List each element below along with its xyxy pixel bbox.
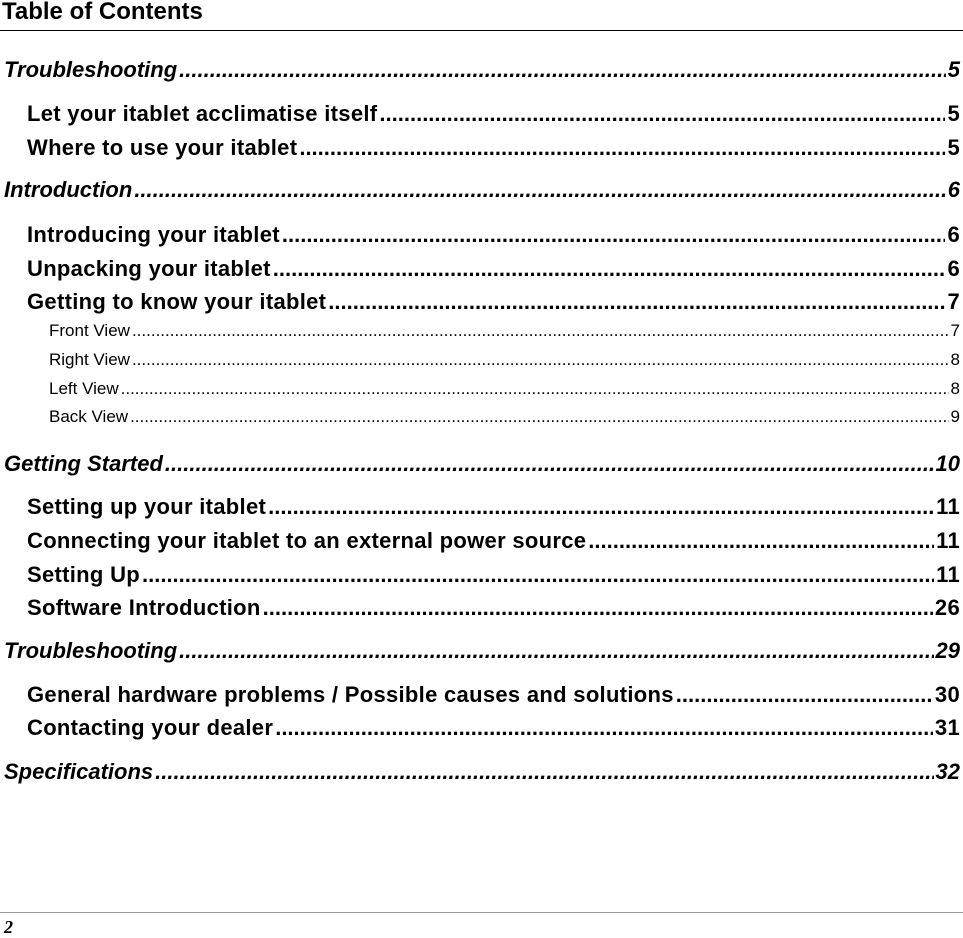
dot-leader bbox=[165, 451, 934, 477]
toc-entry[interactable] bbox=[49, 350, 960, 370]
toc-entry-page: 8 bbox=[950, 379, 960, 398]
toc-entry-page: 26 bbox=[934, 595, 960, 620]
toc-entry[interactable] bbox=[4, 638, 960, 664]
toc-entry[interactable] bbox=[27, 682, 960, 708]
toc-entry[interactable] bbox=[27, 595, 960, 621]
dot-leader bbox=[273, 256, 946, 282]
toc-entry-label: Specifications bbox=[4, 759, 154, 784]
dot-leader bbox=[132, 350, 949, 370]
page-footer bbox=[0, 912, 963, 938]
toc-entry-page: 10 bbox=[935, 451, 960, 476]
toc-entry[interactable] bbox=[4, 177, 960, 203]
toc-entry-label: Getting Started bbox=[4, 451, 163, 476]
toc-entry-page: 8 bbox=[950, 350, 960, 369]
toc-entry[interactable] bbox=[27, 528, 960, 554]
toc-entry-label: Contacting your dealer bbox=[27, 715, 274, 740]
toc-entry[interactable] bbox=[27, 256, 960, 282]
toc-entry-page: 5 bbox=[947, 57, 960, 82]
dot-leader bbox=[275, 715, 933, 741]
toc-entry[interactable] bbox=[27, 715, 960, 741]
toc-entry-page: 32 bbox=[935, 759, 960, 784]
toc-entry[interactable] bbox=[27, 289, 960, 315]
toc-entry[interactable] bbox=[49, 321, 960, 341]
toc-entry-page: 7 bbox=[947, 289, 960, 314]
toc-entry-label: Unpacking your itablet bbox=[27, 256, 271, 281]
toc-entry-label: Left View bbox=[49, 379, 119, 398]
toc-entry-label: Getting to know your itablet bbox=[27, 289, 327, 314]
dot-leader bbox=[142, 562, 934, 588]
page-title: Table of Contents bbox=[2, 0, 203, 25]
toc-entry[interactable] bbox=[4, 57, 960, 83]
toc-entry[interactable] bbox=[49, 407, 960, 427]
dot-leader bbox=[155, 759, 933, 785]
dot-leader bbox=[179, 638, 933, 664]
toc-entry-label: Troubleshooting bbox=[4, 638, 178, 663]
toc-entry-page: 6 bbox=[947, 177, 960, 202]
toc-entry-label: Setting up your itablet bbox=[27, 494, 267, 519]
toc-entry-page: 29 bbox=[935, 638, 960, 663]
toc-entry-page: 31 bbox=[934, 715, 960, 740]
dot-leader bbox=[588, 528, 934, 554]
toc-entry-page: 5 bbox=[947, 135, 960, 160]
dot-leader bbox=[299, 135, 945, 161]
toc-entry-page: 11 bbox=[936, 528, 960, 553]
dot-leader bbox=[379, 101, 945, 127]
dot-leader bbox=[132, 321, 949, 341]
toc-entry-label: Let your itablet acclimatise itself bbox=[27, 101, 378, 126]
dot-leader bbox=[179, 57, 946, 83]
toc-entry-page: 11 bbox=[936, 494, 960, 519]
toc-entry-label: Troubleshooting bbox=[4, 57, 178, 82]
toc-entry-label: Right View bbox=[49, 350, 130, 369]
toc-entry-label: Back View bbox=[49, 407, 129, 426]
toc-entry[interactable] bbox=[27, 494, 960, 520]
toc-entry[interactable] bbox=[27, 135, 960, 161]
toc-entry-page: 6 bbox=[947, 256, 960, 281]
page-number: 2 bbox=[4, 917, 13, 937]
toc-entry-label: Connecting your itablet to an external power source bbox=[27, 528, 587, 553]
toc-entry[interactable] bbox=[49, 379, 960, 399]
toc-entry[interactable] bbox=[4, 451, 960, 477]
toc-entry-label: General hardware problems / Possible causes and solutions bbox=[27, 682, 674, 707]
toc-entry-page: 6 bbox=[947, 222, 960, 247]
toc-entry[interactable] bbox=[27, 562, 960, 588]
toc-entry-page: 9 bbox=[950, 407, 960, 426]
toc-entry-label: Setting Up bbox=[27, 562, 140, 587]
toc-entry-label: Introducing your itablet bbox=[27, 222, 280, 247]
dot-leader bbox=[121, 379, 949, 399]
dot-leader bbox=[130, 407, 948, 427]
toc-entry-page: 30 bbox=[934, 682, 960, 707]
dot-leader bbox=[328, 289, 945, 315]
toc-entry-page: 11 bbox=[936, 562, 960, 587]
dot-leader bbox=[263, 595, 933, 621]
toc-entry-page: 5 bbox=[947, 101, 960, 126]
toc-entry[interactable] bbox=[4, 759, 960, 785]
dot-leader bbox=[134, 177, 945, 203]
toc-entry[interactable] bbox=[27, 222, 960, 248]
dot-leader bbox=[268, 494, 934, 520]
toc-entry-label: Introduction bbox=[4, 177, 133, 202]
dot-leader bbox=[282, 222, 946, 248]
toc-entry-label: Where to use your itablet bbox=[27, 135, 298, 160]
toc-entry-page: 7 bbox=[950, 321, 960, 340]
toc-entry[interactable] bbox=[27, 101, 960, 127]
toc-entry-label: Front View bbox=[49, 321, 130, 340]
toc-entry-label: Software Introduction bbox=[27, 595, 261, 620]
dot-leader bbox=[676, 682, 933, 708]
